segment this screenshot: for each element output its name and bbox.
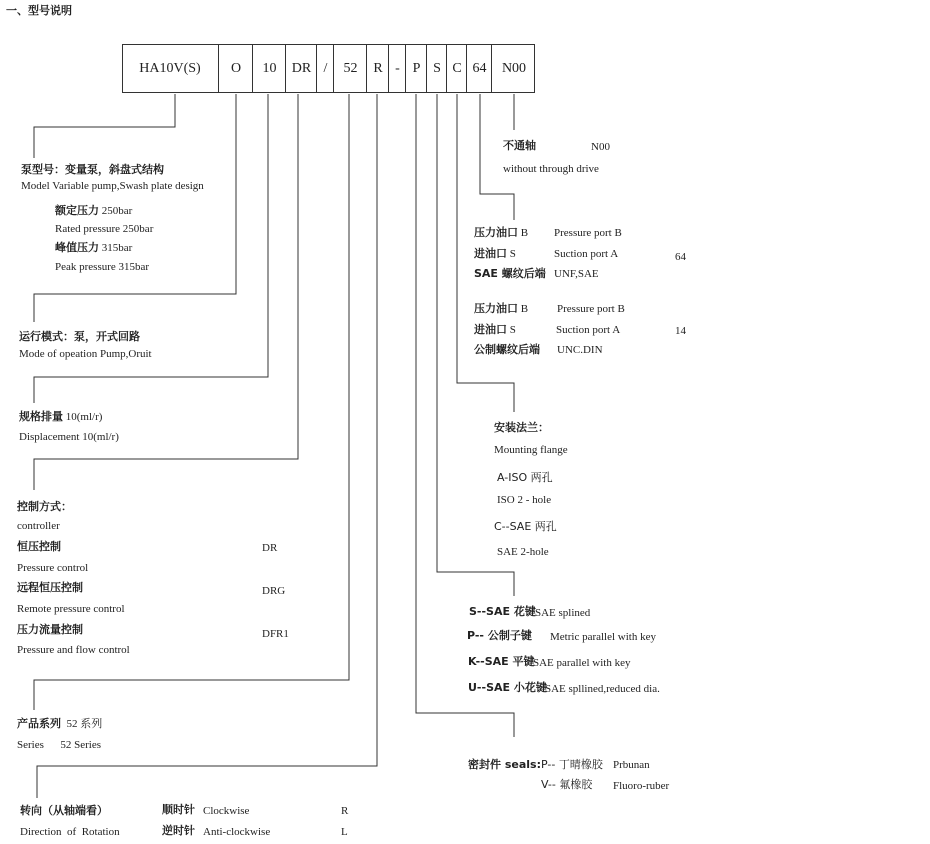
controller-cn: 控制方式： — [17, 500, 72, 513]
controller-dfr-en: Pressure and flow control — [17, 644, 130, 656]
page-title: 一、型号说明 — [6, 4, 72, 17]
flange-c-en: SAE 2-hole — [497, 546, 549, 558]
shaft-k-cn: K--SAE 平键 — [468, 655, 535, 668]
shaft-k-en: SAE parallel with key — [533, 657, 631, 669]
controller-drg-cn: 远程恒压控制 — [17, 581, 83, 594]
rotation-cn: 转向（从轴端看） — [20, 804, 108, 817]
code-rotation-cell: R — [366, 45, 389, 93]
mode-en: Mode of opeation Pump,Oruit — [19, 348, 152, 360]
pump-type-cn: 泵型号：变量泵，斜盘式结构 — [21, 163, 164, 176]
rated-pressure-cn: 额定压力 250bar — [55, 204, 133, 217]
peak-pressure-cn: 峰值压力 315bar — [55, 241, 133, 254]
controller-dfr-code: DFR1 — [262, 628, 289, 640]
code-slash-cell: / — [316, 45, 334, 93]
rotation-cw-en: Clockwise — [203, 805, 250, 817]
shaft-u-cn: U--SAE 小花键 — [468, 681, 547, 694]
code-mode-cell: O — [218, 45, 253, 93]
ports64-thread-cn: SAE 螺纹后端 — [474, 267, 546, 280]
displacement-en: Displacement 10(ml/r) — [19, 431, 119, 443]
seals-p-cn: P-- 丁晴橡胶 — [541, 758, 603, 771]
controller-en: controller — [17, 520, 60, 532]
ports64-code: 64 — [675, 251, 686, 263]
pump-type-en: Model Variable pump,Swash plate design — [21, 180, 204, 192]
through-drive-cn: 不通轴 — [503, 139, 536, 152]
code-dash-cell: - — [388, 45, 406, 93]
ports64-suction-en: Suction port A — [554, 248, 619, 260]
displacement-cn: 规格排量 10(ml/r) — [19, 410, 103, 423]
ports14-thread-en: UNC.DIN — [557, 344, 603, 356]
flange-a-cn: A-ISO 两孔 — [497, 471, 553, 484]
leader-ports — [480, 94, 514, 220]
flange-en: Mounting flange — [494, 444, 568, 456]
shaft-u-en: SAE spllined,reduced dia. — [545, 683, 660, 695]
shaft-s-cn: S--SAE 花键 — [469, 605, 536, 618]
ports64-thread-en: UNF,SAE — [554, 268, 599, 280]
code-flange-cell: C — [446, 45, 467, 93]
controller-drg-en: Remote pressure control — [17, 603, 125, 615]
ports14-code: 14 — [675, 325, 686, 337]
rotation-en: Direction of Rotation — [20, 826, 120, 838]
through-drive-code: N00 — [591, 141, 610, 153]
code-control-cell: DR — [285, 45, 317, 93]
code-size-cell: 10 — [252, 45, 286, 93]
ports64-pressure-en: Pressure port B — [554, 227, 622, 239]
leader-rotation — [37, 94, 377, 798]
ports14-suction-cn: 进油口 S — [474, 323, 516, 336]
flange-cn: 安装法兰： — [494, 421, 549, 434]
code-port-cell: 64 — [466, 45, 492, 93]
shaft-p-cn: P-- 公制子键 — [467, 629, 532, 642]
controller-dr-code: DR — [262, 542, 278, 554]
ports14-pressure-en: Pressure port B — [557, 303, 625, 315]
code-seal-cell: P — [405, 45, 427, 93]
controller-dr-en: Pressure control — [17, 562, 89, 574]
leader-pump-type — [34, 94, 175, 158]
controller-dfr-cn: 压力流量控制 — [17, 623, 83, 636]
seals-v-cn: V-- 氟橡胶 — [541, 778, 593, 791]
code-shaft-cell: S — [426, 45, 447, 93]
code-series-cell: HA10V(S) — [139, 61, 201, 76]
rotation-cw-cn: 顺时针 — [162, 803, 195, 816]
controller-dr-cn: 恒压控制 — [17, 540, 61, 553]
rotation-ccw-en: Anti-clockwise — [203, 826, 271, 838]
controller-drg-code: DRG — [262, 585, 286, 597]
peak-pressure-en: Peak pressure 315bar — [55, 261, 150, 273]
flange-a-en: ISO 2 - hole — [497, 494, 552, 506]
code-product-series-cell: 52 — [333, 45, 367, 93]
ports14-thread-cn: 公制螺纹后端 — [474, 343, 540, 356]
flange-c-cn: C--SAE 两孔 — [494, 520, 557, 533]
series-cn: 产品系列 52 系列 — [17, 717, 103, 730]
ports64-suction-cn: 进油口 S — [474, 247, 516, 260]
shaft-p-en: Metric parallel with key — [550, 631, 656, 643]
through-drive-en: without through drive — [503, 163, 599, 175]
rotation-cw-code: R — [341, 805, 349, 817]
ports14-pressure-cn: 压力油口 B — [474, 302, 529, 315]
seals-v-en: Fluoro-ruber — [613, 780, 670, 792]
seals-p-en: Prbunan — [613, 759, 650, 771]
ports14-suction-en: Suction port A — [556, 324, 621, 336]
mode-cn: 运行模式：泵，开式回路 — [19, 330, 140, 343]
code-through-drive-cell: N00 — [491, 45, 536, 93]
ports64-pressure-cn: 压力油口 B — [474, 226, 529, 239]
seals-label: 密封件 seals: — [468, 758, 541, 771]
rotation-ccw-code: L — [341, 826, 348, 838]
rated-pressure-en: Rated pressure 250bar — [55, 223, 154, 235]
shaft-s-en: SAE splined — [535, 607, 591, 619]
series-en: Series 52 Series — [17, 739, 102, 751]
rotation-ccw-cn: 逆时针 — [162, 824, 195, 837]
